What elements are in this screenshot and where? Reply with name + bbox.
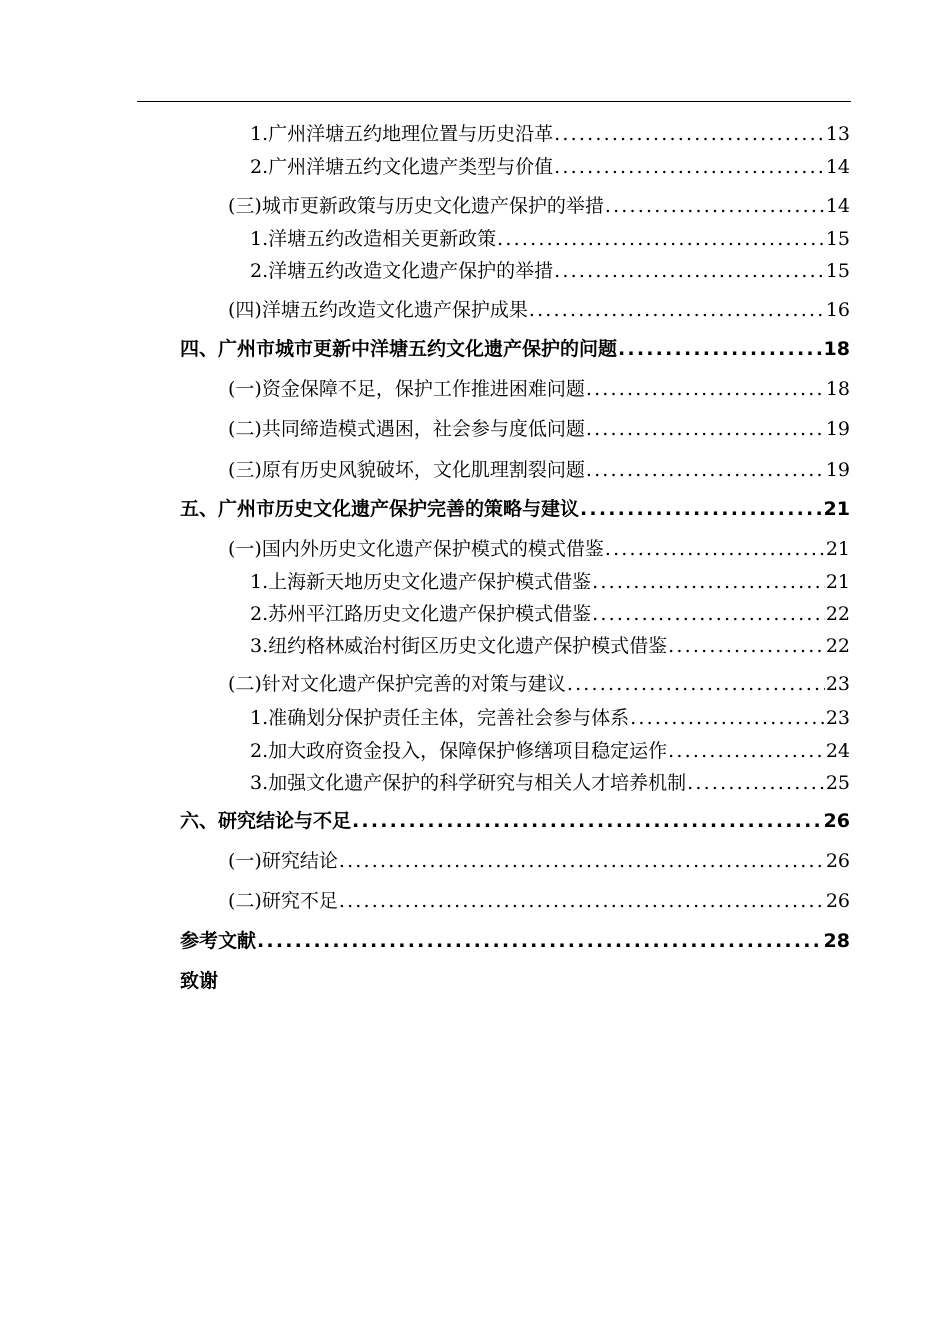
- toc-entry-title: 1.上海新天地历史文化遗产保护模式借鉴: [250, 571, 592, 593]
- toc-entry-title: 四、广州市城市更新中洋塘五约文化遗产保护的问题: [180, 338, 618, 360]
- toc-entry[interactable]: [180, 803, 850, 833]
- toc-dot-leader: [351, 809, 823, 833]
- toc-entry-page: 21: [825, 538, 850, 560]
- toc-entry[interactable]: [250, 700, 850, 730]
- toc-entry-page: 16: [825, 299, 850, 321]
- toc-entry-title: 2.苏州平江路历史文化遗产保护模式借鉴: [250, 603, 592, 625]
- toc-entry-page: 26: [825, 850, 850, 872]
- toc-entry[interactable]: [228, 292, 850, 322]
- toc-entry-page: 25: [825, 772, 850, 794]
- toc-entry[interactable]: [250, 253, 850, 283]
- toc-entry-page: 14: [825, 156, 850, 178]
- toc-dot-leader: [686, 771, 825, 795]
- toc-entry-title: 3.加强文化遗产保护的科学研究与相关人才培养机制: [250, 772, 687, 794]
- toc-entry-page: 15: [825, 260, 850, 282]
- toc-dot-leader: [604, 194, 825, 218]
- toc-entry-page: 22: [825, 635, 850, 657]
- toc-dot-leader: [667, 739, 825, 763]
- toc-entry-title: 2.洋塘五约改造文化遗产保护的举措: [250, 260, 554, 282]
- toc-entry[interactable]: [228, 666, 850, 696]
- toc-entry[interactable]: [180, 963, 850, 993]
- toc-entry-title: 参考文献: [180, 930, 257, 952]
- toc-entry-page: 14: [825, 195, 850, 217]
- toc-entry-page: 26: [823, 810, 850, 832]
- toc-entry[interactable]: [250, 564, 850, 594]
- toc-entry-page: 28: [823, 930, 850, 952]
- toc-dot-leader: [553, 122, 825, 146]
- toc-dot-leader: [256, 929, 823, 953]
- toc-entry-page: 18: [823, 338, 850, 360]
- toc-entry-title: (二)共同缔造模式遇困，社会参与度低问题: [228, 418, 585, 440]
- toc-entry[interactable]: [250, 149, 850, 179]
- toc-entry-page: 19: [825, 459, 850, 481]
- toc-entry-page: 18: [825, 378, 850, 400]
- toc-entry[interactable]: [250, 221, 850, 251]
- toc-entry-page: 22: [825, 603, 850, 625]
- toc-entry-title: 2.广州洋塘五约文化遗产类型与价值: [250, 156, 554, 178]
- toc-dot-leader: [591, 570, 825, 594]
- toc-entry-title: (三)原有历史风貌破坏，文化肌理割裂问题: [228, 459, 585, 481]
- toc-entry[interactable]: [250, 733, 850, 763]
- toc-entry-page: 19: [825, 418, 850, 440]
- toc-entry[interactable]: [228, 843, 850, 873]
- toc-entry-title: 2.加大政府资金投入，保障保护修缮项目稳定运作: [250, 740, 668, 762]
- toc-entry[interactable]: [180, 331, 850, 361]
- toc-entry-title: 1.洋塘五约改造相关更新政策: [250, 228, 497, 250]
- toc-entry-title: (四)洋塘五约改造文化遗产保护成果: [228, 299, 528, 321]
- toc-entry[interactable]: [250, 765, 850, 795]
- toc-entry-title: 1.广州洋塘五约地理位置与历史沿革: [250, 123, 554, 145]
- toc-dot-leader: [579, 497, 823, 521]
- toc-entry-page: 15: [825, 228, 850, 250]
- toc-entry[interactable]: [228, 531, 850, 561]
- toc-dot-leader: [585, 377, 825, 401]
- toc-dot-leader: [667, 634, 825, 658]
- toc-dot-leader: [604, 537, 825, 561]
- toc-dot-leader: [338, 889, 825, 913]
- toc-entry-page: 24: [825, 740, 850, 762]
- toc-dot-leader: [553, 155, 825, 179]
- toc-dot-leader: [528, 298, 825, 322]
- toc-entry-title: 五、广州市历史文化遗产保护完善的策略与建议: [180, 498, 580, 520]
- toc-entry[interactable]: [250, 116, 850, 146]
- toc-entry-title: (三)城市更新政策与历史文化遗产保护的举措: [228, 195, 604, 217]
- toc-entry-page: 13: [825, 123, 850, 145]
- toc-entry-title: 3.纽约格林威治村街区历史文化遗产保护模式借鉴: [250, 635, 668, 657]
- toc-entry[interactable]: [250, 596, 850, 626]
- toc-entry-page: 21: [823, 498, 850, 520]
- toc-entry-page: 23: [825, 707, 850, 729]
- toc-entry-page: 26: [825, 890, 850, 912]
- toc-dot-leader: [496, 227, 825, 251]
- toc-entry-title: (二)研究不足: [228, 890, 338, 912]
- toc-entry[interactable]: [228, 883, 850, 913]
- toc-entry-title: 1.准确划分保护责任主体，完善社会参与体系: [250, 707, 630, 729]
- toc-entry-page: 21: [825, 571, 850, 593]
- toc-dot-leader: [617, 337, 823, 361]
- toc-entry[interactable]: [228, 452, 850, 482]
- header-rule: [137, 101, 851, 102]
- toc-entry-title: (一)国内外历史文化遗产保护模式的模式借鉴: [228, 538, 604, 560]
- toc-dot-leader: [585, 458, 825, 482]
- toc-entry[interactable]: [180, 923, 850, 953]
- toc-dot-leader: [553, 259, 825, 283]
- toc-entry[interactable]: [180, 491, 850, 521]
- toc-dot-leader: [566, 672, 825, 696]
- toc-entry[interactable]: [228, 411, 850, 441]
- toc-entry-page: 23: [825, 673, 850, 695]
- toc-dot-leader: [629, 706, 825, 730]
- toc-entry-title: (一)研究结论: [228, 850, 338, 872]
- toc-entry[interactable]: [250, 628, 850, 658]
- toc-entry[interactable]: [228, 371, 850, 401]
- toc-entry-title: 六、研究结论与不足: [180, 810, 352, 832]
- toc-dot-leader: [591, 602, 825, 626]
- toc-entry-title: (二)针对文化遗产保护完善的对策与建议: [228, 673, 566, 695]
- toc-dot-leader: [338, 849, 825, 873]
- toc-entry[interactable]: [228, 188, 850, 218]
- toc-entry-title: 致谢: [180, 970, 219, 992]
- toc-entry-title: (一)资金保障不足，保护工作推进困难问题: [228, 378, 585, 400]
- toc-dot-leader: [585, 417, 825, 441]
